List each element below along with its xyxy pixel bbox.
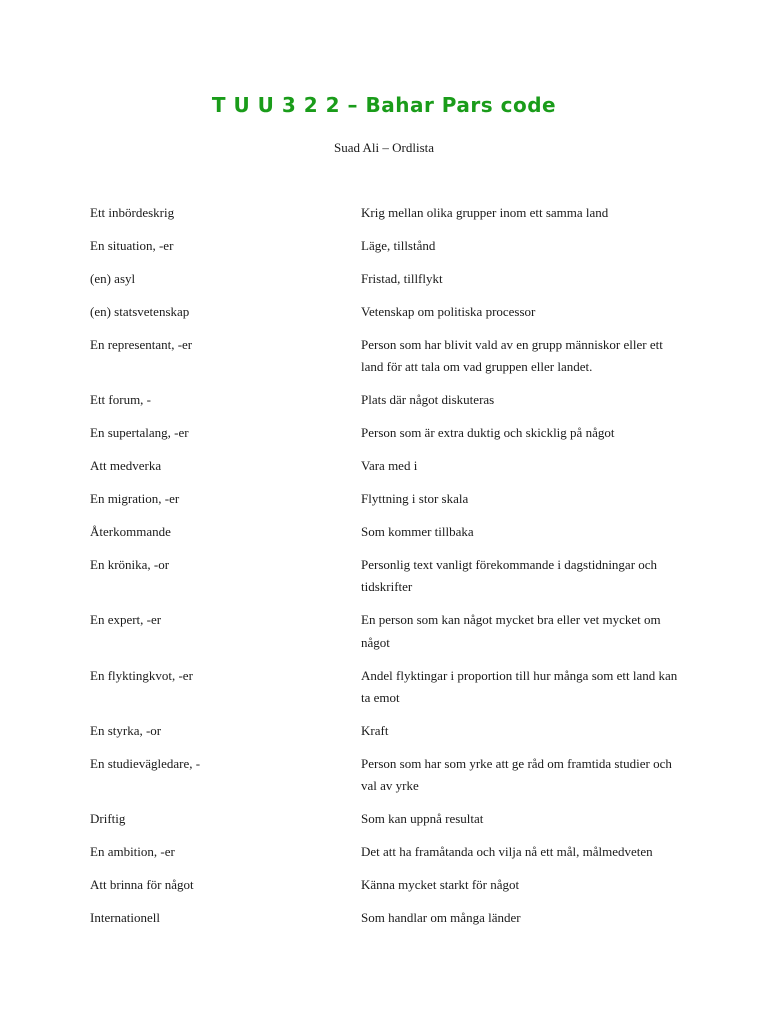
glossary-term: Att medverka (90, 458, 162, 474)
glossary-definition: Person som är extra duktig och skicklig på något (361, 425, 615, 441)
glossary-term: (en) asyl (90, 270, 136, 286)
glossary-term: En representant, -er (90, 336, 193, 352)
glossary-entry (90, 665, 690, 720)
glossary-definition: Fristad, tillflykt (361, 270, 443, 286)
glossary-entry (90, 488, 690, 521)
glossary-term: Ett forum, - (90, 392, 152, 408)
glossary-entry (90, 422, 690, 455)
glossary-definition: Krig mellan olika grupper inom ett samma land (361, 205, 609, 220)
glossary-definition: Person som har blivit vald av en grupp människor eller ett land för att tala om vad gruppen eller landet. (361, 336, 663, 375)
glossary-entry (90, 841, 690, 874)
glossary-definition: Personlig text vanligt förekommande i dagstidningar och tidskrifter (361, 557, 658, 595)
glossary-definition: Som handlar om många länder (361, 910, 521, 926)
glossary-term: En supertalang, -er (90, 425, 189, 441)
glossary-definition: Läge, tillstånd (361, 237, 436, 253)
glossary-definition: Andel flyktingar i proportion till hur många som ett land kan ta emot (361, 667, 678, 705)
glossary-entry (90, 874, 690, 907)
glossary-entry (90, 907, 690, 940)
glossary-entry (90, 389, 690, 422)
glossary-term: En expert, -er (90, 612, 162, 628)
glossary-definition: Som kan uppnå resultat (361, 811, 484, 827)
document-title: T U U 3 2 2 – Bahar Pars code (211, 93, 557, 117)
glossary-definition: En person som kan något mycket bra eller vet mycket om något (361, 612, 661, 650)
glossary-entry (90, 720, 690, 753)
glossary-entry (90, 521, 690, 554)
glossary-term: Ett inbördeskrig (90, 205, 175, 220)
glossary-term: En situation, -er (90, 237, 174, 253)
glossary-term: (en) statsvetenskap (90, 303, 190, 319)
glossary-entry (90, 753, 690, 808)
glossary-definition: Plats där något diskuteras (361, 392, 495, 408)
glossary-entry (90, 334, 690, 389)
glossary-term: En studievägledare, - (90, 755, 201, 771)
document-subtitle: Suad Ali – Ordlista (333, 140, 435, 155)
glossary-term: En styrka, -or (90, 722, 162, 738)
glossary-definition: Vetenskap om politiska processor (361, 303, 536, 319)
glossary-definition: Flyttning i stor skala (361, 491, 469, 507)
glossary-term: En krönika, -or (90, 557, 170, 573)
glossary-term: En ambition, -er (90, 844, 175, 860)
glossary-term: Återkommande (90, 524, 171, 540)
glossary-entry (90, 609, 690, 664)
glossary-definition: Person som har som yrke att ge råd om framtida studier och val av yrke (361, 755, 672, 794)
glossary-list (90, 202, 690, 940)
glossary-definition: Känna mycket starkt för något (361, 877, 520, 893)
glossary-definition: Det att ha framåtanda och vilja nå ett mål, målmedveten (361, 844, 653, 860)
glossary-entry (90, 554, 690, 609)
glossary-term: Driftig (90, 811, 126, 827)
glossary-term: En migration, -er (90, 491, 180, 507)
glossary-entry (90, 268, 690, 301)
glossary-entry (90, 455, 690, 488)
glossary-entry (90, 301, 690, 334)
glossary-entry (90, 808, 690, 841)
glossary-entry (90, 235, 690, 268)
glossary-definition: Som kommer tillbaka (361, 524, 474, 540)
glossary-term: Att brinna för något (90, 877, 194, 893)
glossary-definition: Kraft (361, 722, 389, 738)
glossary-term: Internationell (90, 910, 161, 926)
glossary-definition: Vara med i (361, 458, 418, 474)
glossary-entry (90, 202, 690, 235)
glossary-term: En flyktingkvot, -er (90, 667, 193, 683)
